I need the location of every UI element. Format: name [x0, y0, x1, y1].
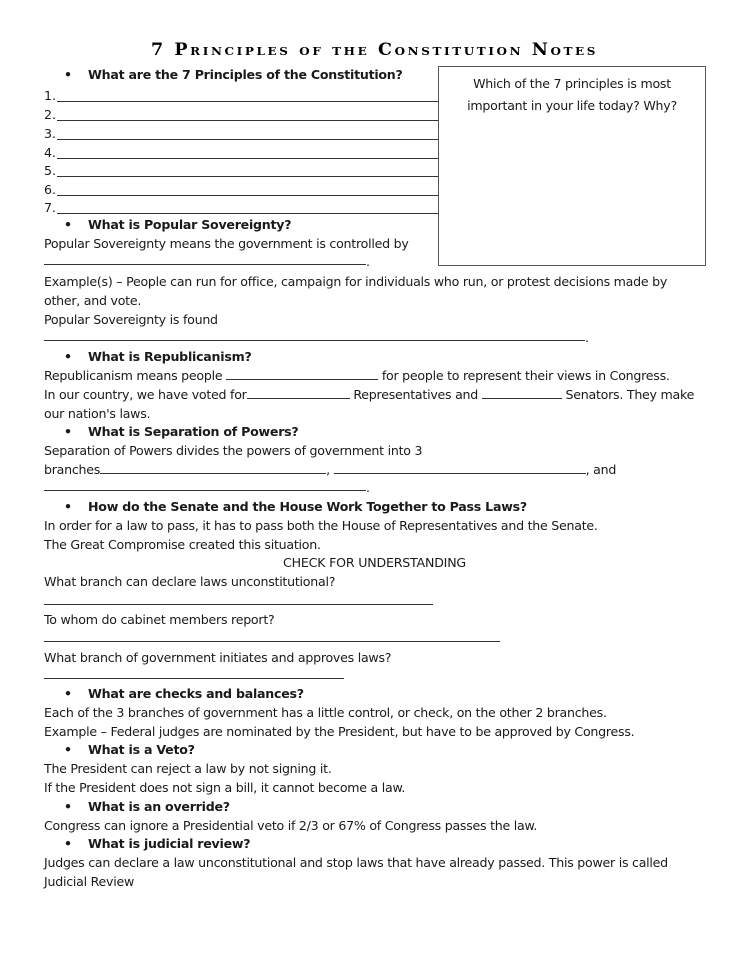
question-override: • What is an override? — [64, 799, 230, 814]
example-line-2: other, and vote. — [44, 293, 142, 308]
veto-line-2: If the President does not sign a bill, it cannot become a law. — [44, 780, 406, 795]
popular-sovereignty-blank[interactable] — [44, 264, 366, 265]
republicanism-blank-1[interactable] — [226, 366, 378, 380]
branch-blank-2[interactable] — [334, 460, 586, 474]
example-line-1: Example(s) – People can run for office, campaign for individuals who run, or protest decisions made by — [44, 274, 668, 289]
bullet-icon: • — [64, 499, 72, 514]
answer-line[interactable] — [57, 158, 440, 159]
principle-blank-5[interactable]: 5. — [44, 161, 440, 180]
check-for-understanding-heading: CHECK FOR UNDERSTANDING — [283, 555, 466, 570]
judicial-review-line-2: Judicial Review — [44, 874, 135, 889]
principle-blank-2[interactable]: 2. — [44, 105, 440, 124]
principle-blank-6[interactable]: 6. — [44, 180, 440, 199]
representatives-count-blank[interactable] — [247, 385, 350, 399]
checks-balances-line-1: Each of the 3 branches of government has a little control, or check, on the other 2 branches. — [44, 705, 607, 720]
branch-blank-1[interactable] — [100, 460, 326, 474]
bullet-icon: • — [64, 424, 72, 439]
question-checks-balances: • What are checks and balances? — [64, 686, 304, 701]
branch-blank-3[interactable] — [44, 490, 366, 491]
check-answer-1[interactable] — [44, 604, 433, 605]
period: . — [585, 330, 589, 345]
principle-blank-1[interactable]: 1. — [44, 86, 440, 105]
republicanism-line-3: our nation's laws. — [44, 406, 151, 421]
check-answer-2[interactable] — [44, 641, 500, 642]
republicanism-line-2: In our country, we have voted for Representatives and Senators. They make — [44, 387, 695, 402]
reflection-prompt: Which of the 7 principles is most important in your life today? Why? — [467, 76, 677, 113]
principle-blank-4[interactable]: 4. — [44, 143, 440, 162]
answer-line[interactable] — [57, 213, 440, 214]
separation-line-2: branches , , and — [44, 462, 617, 477]
republicanism-line-1: Republicanism means people for people to represent their views in Congress. — [44, 368, 670, 383]
period: . — [366, 254, 370, 269]
checks-balances-line-2: Example – Federal judges are nominated by the President, but have to be approved by Congress. — [44, 724, 635, 739]
question-senate-house: • How do the Senate and the House Work Together to Pass Laws? — [64, 499, 527, 514]
answer-line[interactable] — [57, 176, 440, 177]
senators-count-blank[interactable] — [482, 385, 562, 399]
popular-sovereignty-found: Popular Sovereignty is found — [44, 312, 218, 327]
bullet-icon: • — [64, 742, 72, 757]
question-seven-principles: • What are the 7 Principles of the Constitution? — [64, 67, 403, 82]
popular-sovereignty-definition: Popular Sovereignty means the government is controlled by — [44, 236, 409, 251]
bullet-icon: • — [64, 799, 72, 814]
answer-line[interactable] — [57, 101, 440, 102]
bullet-icon: • — [64, 349, 72, 364]
bullet-icon: • — [64, 836, 72, 851]
question-popular-sovereignty: • What is Popular Sovereignty? — [64, 217, 292, 232]
override-line-1: Congress can ignore a Presidential veto if 2/3 or 67% of Congress passes the law. — [44, 818, 538, 833]
page-title: 7 Principles of the Constitution Notes — [150, 40, 599, 60]
senate-house-line-2: The Great Compromise created this situation. — [44, 537, 321, 552]
separation-line-1: Separation of Powers divides the powers of government into 3 — [44, 443, 423, 458]
question-veto: • What is a Veto? — [64, 742, 195, 757]
check-question-3: What branch of government initiates and approves laws? — [44, 650, 392, 665]
check-question-2: To whom do cabinet members report? — [44, 612, 275, 627]
check-answer-3[interactable] — [44, 678, 344, 679]
principle-blank-7[interactable]: 7. — [44, 198, 440, 217]
principle-blank-3[interactable]: 3. — [44, 124, 440, 143]
bullet-icon: • — [64, 686, 72, 701]
senate-house-line-1: In order for a law to pass, it has to pass both the House of Representatives and the Senate. — [44, 518, 598, 533]
answer-line[interactable] — [57, 120, 440, 121]
answer-line[interactable] — [57, 195, 440, 196]
popular-sovereignty-found-blank[interactable] — [44, 340, 585, 341]
period: . — [366, 480, 370, 495]
question-judicial-review: • What is judicial review? — [64, 836, 251, 851]
bullet-icon: • — [64, 67, 72, 82]
bullet-icon: • — [64, 217, 72, 232]
check-question-1: What branch can declare laws unconstitutional? — [44, 574, 336, 589]
judicial-review-line-1: Judges can declare a law unconstitutional and stop laws that have already passed. This power is called — [44, 855, 668, 870]
veto-line-1: The President can reject a law by not signing it. — [44, 761, 332, 776]
answer-line[interactable] — [57, 139, 440, 140]
reflection-box[interactable] — [438, 66, 706, 266]
question-separation-of-powers: • What is Separation of Powers? — [64, 424, 299, 439]
question-republicanism: • What is Republicanism? — [64, 349, 252, 364]
